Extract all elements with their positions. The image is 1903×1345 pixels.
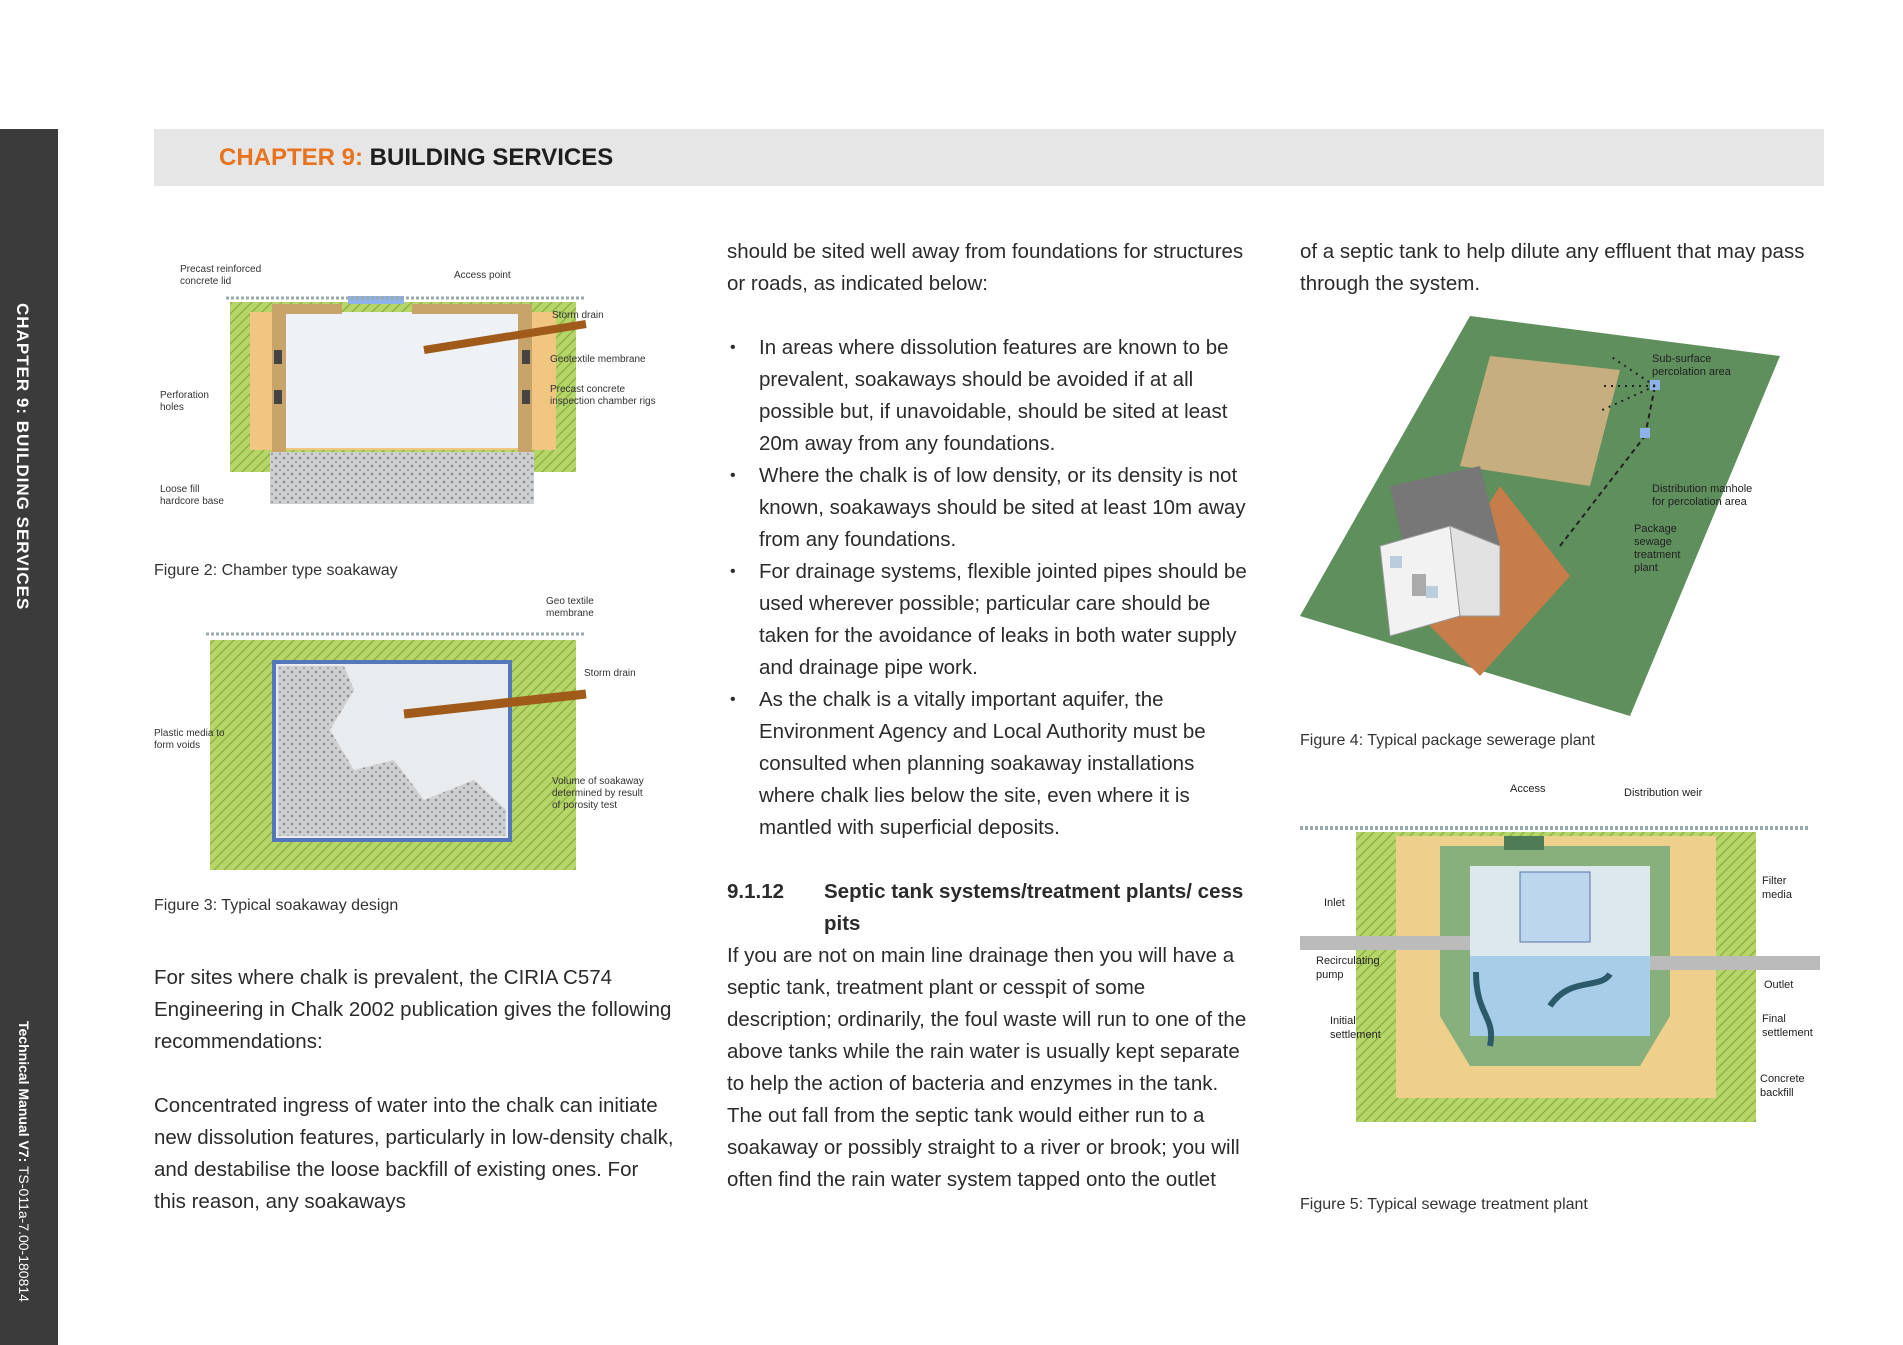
svg-text:determined by result: determined by result	[552, 788, 643, 799]
svg-text:Perforation: Perforation	[160, 390, 209, 401]
page-title	[219, 144, 613, 172]
svg-text:Geotextile membrane: Geotextile membrane	[550, 354, 646, 365]
svg-text:Precast concrete: Precast concrete	[550, 384, 626, 395]
svg-text:Outlet: Outlet	[1764, 979, 1794, 991]
svg-text:Access point: Access point	[454, 270, 511, 281]
chapter-header	[154, 129, 1824, 186]
svg-text:settlement: settlement	[1330, 1029, 1381, 1041]
svg-text:media: media	[1762, 889, 1792, 901]
svg-text:plant: plant	[1634, 562, 1658, 574]
section-title: Septic tank systems/treatment plants/ cess pits	[824, 880, 1244, 935]
svg-text:percolation area: percolation area	[1652, 366, 1731, 378]
col1-paragraph-1: For sites where chalk is prevalent, the CIRIA C574 Engineering in Chalk 2002 publication gives the following recommendations:	[154, 966, 672, 1053]
col2-paragraph-2: If you are not on main line drainage then you will have a septic tank, treatment plant or cesspit of some description; ordinarily, the foul waste will run to one of the above tanks while the rain water is usually kept separate to help the action of bacteria and enzymes in the tank. The out fall from the septic tank would either run to a soakaway or possibly straight to a river or brook; you will often find the rain water system tapped onto the outlet	[727, 944, 1247, 1191]
svg-text:Package: Package	[1634, 523, 1677, 535]
list-item: • For drainage systems, flexible jointed pipes should be used wherever possible; particular care should be taken for the avoidance of leaks in both water supply and drainage pipe work.	[727, 556, 1247, 684]
svg-text:for percolation area: for percolation area	[1652, 496, 1747, 508]
figure-5-sewage-treatment-plant	[1300, 776, 1820, 1216]
col1-paragraph-2: Concentrated ingress of water into the chalk can initiate new dissolution features, particularly in low-density chalk, and destabilise the loose backfill of existing ones. For this reason, any soakaways	[154, 1094, 674, 1213]
svg-text:Concrete: Concrete	[1760, 1073, 1805, 1085]
svg-text:pump: pump	[1316, 969, 1344, 981]
chapter-title: BUILDING SERVICES	[363, 144, 614, 171]
recommendation-list	[727, 332, 1247, 844]
svg-text:Inlet: Inlet	[1324, 897, 1345, 909]
svg-text:sewage: sewage	[1634, 536, 1672, 548]
figure-2-chamber-soakaway	[154, 240, 674, 540]
svg-text:Distribution manhole: Distribution manhole	[1652, 483, 1753, 495]
chapter-number: CHAPTER 9:	[219, 144, 364, 171]
svg-text:Geo textile: Geo textile	[546, 596, 594, 607]
svg-text:Recirculating: Recirculating	[1316, 955, 1380, 967]
column-3	[1300, 236, 1820, 300]
sidebar-chapter-label: CHAPTER 9: BUILDING SERVICES	[13, 303, 32, 611]
svg-text:treatment: treatment	[1634, 549, 1681, 561]
svg-text:Loose fill: Loose fill	[160, 484, 200, 495]
svg-text:backfill: backfill	[1760, 1087, 1794, 1099]
col3-paragraph-1: of a septic tank to help dilute any effluent that may pass through the system.	[1300, 240, 1805, 295]
svg-text:Initial: Initial	[1330, 1015, 1356, 1027]
svg-text:Distribution weir: Distribution weir	[1624, 787, 1703, 799]
svg-text:Sub-surface: Sub-surface	[1652, 353, 1712, 365]
svg-text:inspection chamber rigs: inspection chamber rigs	[550, 396, 656, 407]
section-heading	[727, 876, 1247, 940]
svg-text:Access: Access	[1510, 783, 1546, 795]
svg-text:membrane: membrane	[546, 608, 594, 619]
svg-text:Plastic media to: Plastic media to	[154, 728, 225, 739]
sidebar-manual-ref	[16, 1021, 32, 1302]
figure-2-caption: Figure 2: Chamber type soakaway	[154, 562, 398, 579]
column-2	[727, 236, 1247, 1196]
figure-4-package-sewerage	[1300, 316, 1780, 716]
manual-code: TS-011a-7.00-180814	[16, 1162, 32, 1302]
list-item: • In areas where dissolution features are known to be prevalent, soakaways should be avoided if at all possible but, if unavoidable, should be sited at least 20m away from any foundations.	[727, 332, 1247, 460]
svg-text:settlement: settlement	[1762, 1027, 1813, 1039]
manual-title: Technical Manual V7:	[16, 1021, 32, 1163]
svg-text:Storm drain: Storm drain	[584, 668, 636, 679]
svg-text:of porosity test: of porosity test	[552, 800, 618, 811]
side-bar	[0, 129, 58, 1345]
svg-text:hardcore base: hardcore base	[160, 496, 224, 507]
figure-4-caption: Figure 4: Typical package sewerage plant	[1300, 732, 1595, 749]
figure-3-caption: Figure 3: Typical soakaway design	[154, 897, 399, 914]
svg-text:form voids: form voids	[154, 740, 201, 751]
svg-text:holes: holes	[160, 402, 184, 413]
svg-text:Storm drain: Storm drain	[552, 310, 604, 321]
svg-text:Final: Final	[1762, 1013, 1786, 1025]
list-item: • Where the chalk is of low density, or its density is not known, soakaways should be sited at least 10m away from any foundations.	[727, 460, 1247, 556]
svg-text:concrete lid: concrete lid	[180, 276, 232, 287]
col2-paragraph-1: should be sited well away from foundations for structures or roads, as indicated below:	[727, 240, 1244, 295]
list-item: • As the chalk is a vitally important aquifer, the Environment Agency and Local Authority must be consulted when planning soakaway installations where chalk lies below the site, even where it is mantled with superficial deposits.	[727, 684, 1247, 844]
section-number: 9.1.12	[727, 880, 784, 903]
svg-text:Filter: Filter	[1762, 875, 1787, 887]
svg-text:Precast reinforced: Precast reinforced	[180, 264, 262, 275]
figure-3-soakaway-design	[154, 590, 674, 880]
figure-5-caption: Figure 5: Typical sewage treatment plant	[1300, 1196, 1588, 1213]
column-1	[154, 962, 674, 1218]
svg-text:Volume of soakaway: Volume of soakaway	[552, 776, 644, 787]
